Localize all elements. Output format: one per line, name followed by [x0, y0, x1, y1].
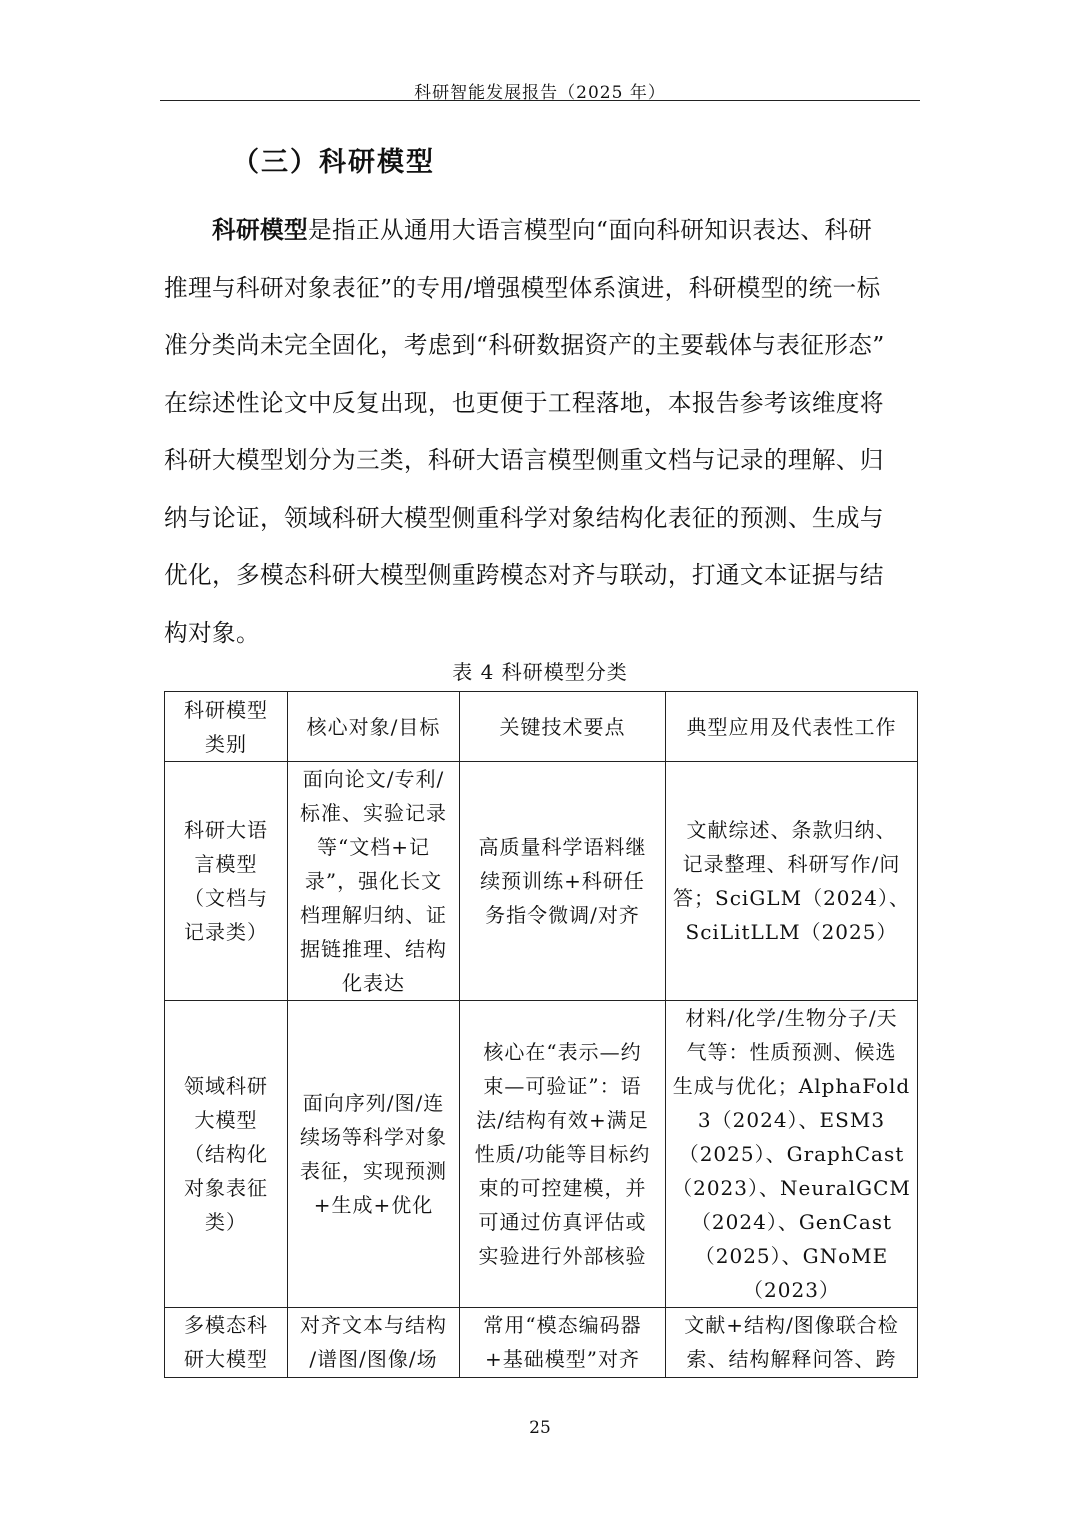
cell-line: 答；SciGLM（2024）、: [673, 886, 910, 910]
paragraph-term: 科研模型: [212, 216, 308, 244]
cell-line: （2023）: [743, 1278, 840, 1302]
cell-line: 法/结构有效+满足: [476, 1108, 649, 1132]
cell-line: 对齐文本与结构: [300, 1313, 447, 1337]
cell-line: +生成+优化: [313, 1193, 434, 1217]
cell-line: 常用“模态编码器: [483, 1313, 642, 1337]
technique-cell: [460, 1308, 666, 1378]
cell-line: SciLitLLM（2025）: [685, 920, 898, 944]
model-classification-table: [164, 691, 918, 1378]
cell-line: 化表达: [342, 971, 405, 995]
cell-line: 续场等科学对象: [300, 1125, 447, 1149]
paragraph-line: 纳与论证，领域科研大模型侧重科学对象结构化表征的预测、生成与: [164, 503, 884, 532]
header-cell: [666, 692, 918, 762]
category-cell: [165, 762, 288, 1001]
cell-line: 气等：性质预测、候选: [686, 1040, 897, 1064]
cell-line: 等“文档+记: [317, 835, 430, 859]
category-cell: [165, 1308, 288, 1378]
cell-line: （文档与: [184, 886, 268, 910]
cell-line: 束的可控建模，并: [478, 1176, 647, 1200]
target-cell: [288, 1308, 460, 1378]
cell-line: 档理解归纳、证: [300, 903, 447, 927]
table-row: [165, 1001, 918, 1308]
table-header-row: [165, 692, 918, 762]
cell-line: 面向论文/专利/: [302, 767, 445, 791]
cell-line: 索、结构解释问答、跨: [686, 1347, 897, 1371]
paragraph-line: 在综述性论文中反复出现，也更便于工程落地，本报告参考该维度将: [164, 388, 884, 417]
cell-line: 束—可验证”：语: [483, 1074, 642, 1098]
cell-line: 标准、实验记录: [300, 801, 447, 825]
header-cell: [460, 692, 666, 762]
target-cell: [288, 1001, 460, 1308]
technique-cell: [460, 762, 666, 1001]
cell-line: 对象表征: [184, 1176, 268, 1200]
paragraph-line: 构对象。: [164, 618, 260, 647]
paragraph-line: 优化，多模态科研大模型侧重跨模态对齐与联动，打通文本证据与结: [164, 561, 884, 589]
cell-line: 实验进行外部核验: [478, 1244, 647, 1268]
cell-line: 研大模型: [184, 1347, 268, 1371]
header-cell: [165, 692, 288, 762]
cell-line: 记录整理、科研写作/问: [682, 852, 901, 876]
cell-line: 高质量科学语料继: [478, 835, 647, 859]
cell-line: 类）: [205, 1210, 247, 1234]
table-caption: 表 4 科研模型分类: [452, 660, 628, 684]
target-cell: [288, 762, 460, 1001]
cell-line: 核心对象/目标: [306, 714, 441, 739]
cell-line: +基础模型”对齐: [485, 1347, 640, 1371]
cell-line: 文献综述、条款归纳、: [686, 818, 897, 842]
technique-cell: [460, 1001, 666, 1308]
page-number: 25: [529, 1418, 551, 1438]
cell-line: 生成与优化；AlphaFold: [672, 1074, 911, 1098]
cell-line: （2024）、GenCast: [690, 1210, 893, 1234]
cell-line: 关键技术要点: [499, 714, 626, 739]
cell-line: 多模态科: [184, 1313, 268, 1337]
applications-cell: [666, 1001, 918, 1308]
section-title: （三）科研模型: [232, 147, 435, 178]
cell-line: 面向序列/图/连: [302, 1091, 445, 1115]
cell-line: 科研大语: [184, 818, 268, 842]
cell-line: 典型应用及代表性工作: [686, 714, 897, 739]
cell-line: 类别: [205, 731, 247, 756]
applications-cell: [666, 762, 918, 1001]
body-paragraph: [164, 202, 916, 662]
cell-line: 续预训练+科研任: [480, 869, 645, 893]
cell-line: 3（2024）、ESM3: [697, 1108, 886, 1132]
cell-line: （结构化: [184, 1142, 268, 1166]
cell-line: 据链推理、结构: [300, 937, 447, 961]
cell-line: 文献+结构/图像联合检: [684, 1313, 899, 1337]
cell-line: 记录类）: [184, 920, 268, 944]
cell-line: 科研模型: [184, 697, 268, 722]
paragraph-line: 科研大模型划分为三类，科研大语言模型侧重文档与记录的理解、归: [164, 446, 884, 474]
cell-line: 领域科研: [184, 1074, 268, 1098]
cell-line: （2025）、GraphCast: [678, 1142, 905, 1166]
cell-line: 核心在“表示—约: [483, 1040, 642, 1064]
cell-line: 大模型: [194, 1108, 258, 1132]
cell-line: 材料/化学/生物分子/天: [685, 1006, 898, 1030]
cell-line: 录”，强化长文: [304, 869, 443, 893]
header-rule: [160, 100, 920, 101]
running-header: 科研智能发展报告（2025 年）: [414, 83, 666, 103]
table-row: [165, 762, 918, 1001]
cell-line: （2023）、NeuralGCM: [672, 1176, 911, 1200]
cell-line: /谱图/图像/场: [309, 1347, 438, 1371]
table-row: [165, 1308, 918, 1378]
paragraph-line: 准分类尚未完全固化，考虑到“科研数据资产的主要载体与表征形态”: [164, 331, 885, 359]
category-cell: [165, 1001, 288, 1308]
cell-line: 务指令微调/对齐: [485, 903, 640, 927]
cell-line: 性质/功能等目标约: [474, 1142, 651, 1166]
cell-line: 可通过仿真评估或: [478, 1210, 647, 1234]
paragraph-line: [164, 202, 916, 260]
header-cell: [288, 692, 460, 762]
cell-line: 言模型: [194, 852, 258, 876]
cell-line: 表征，实现预测: [300, 1159, 447, 1183]
cell-line: （2025）、GNoME: [694, 1244, 889, 1268]
paragraph-line-text: 是指正从通用大语言模型向“面向科研知识表达、科研: [307, 216, 873, 244]
paragraph-line: 推理与科研对象表征”的专用/增强模型体系演进，科研模型的统一标: [164, 273, 881, 302]
applications-cell: [666, 1308, 918, 1378]
